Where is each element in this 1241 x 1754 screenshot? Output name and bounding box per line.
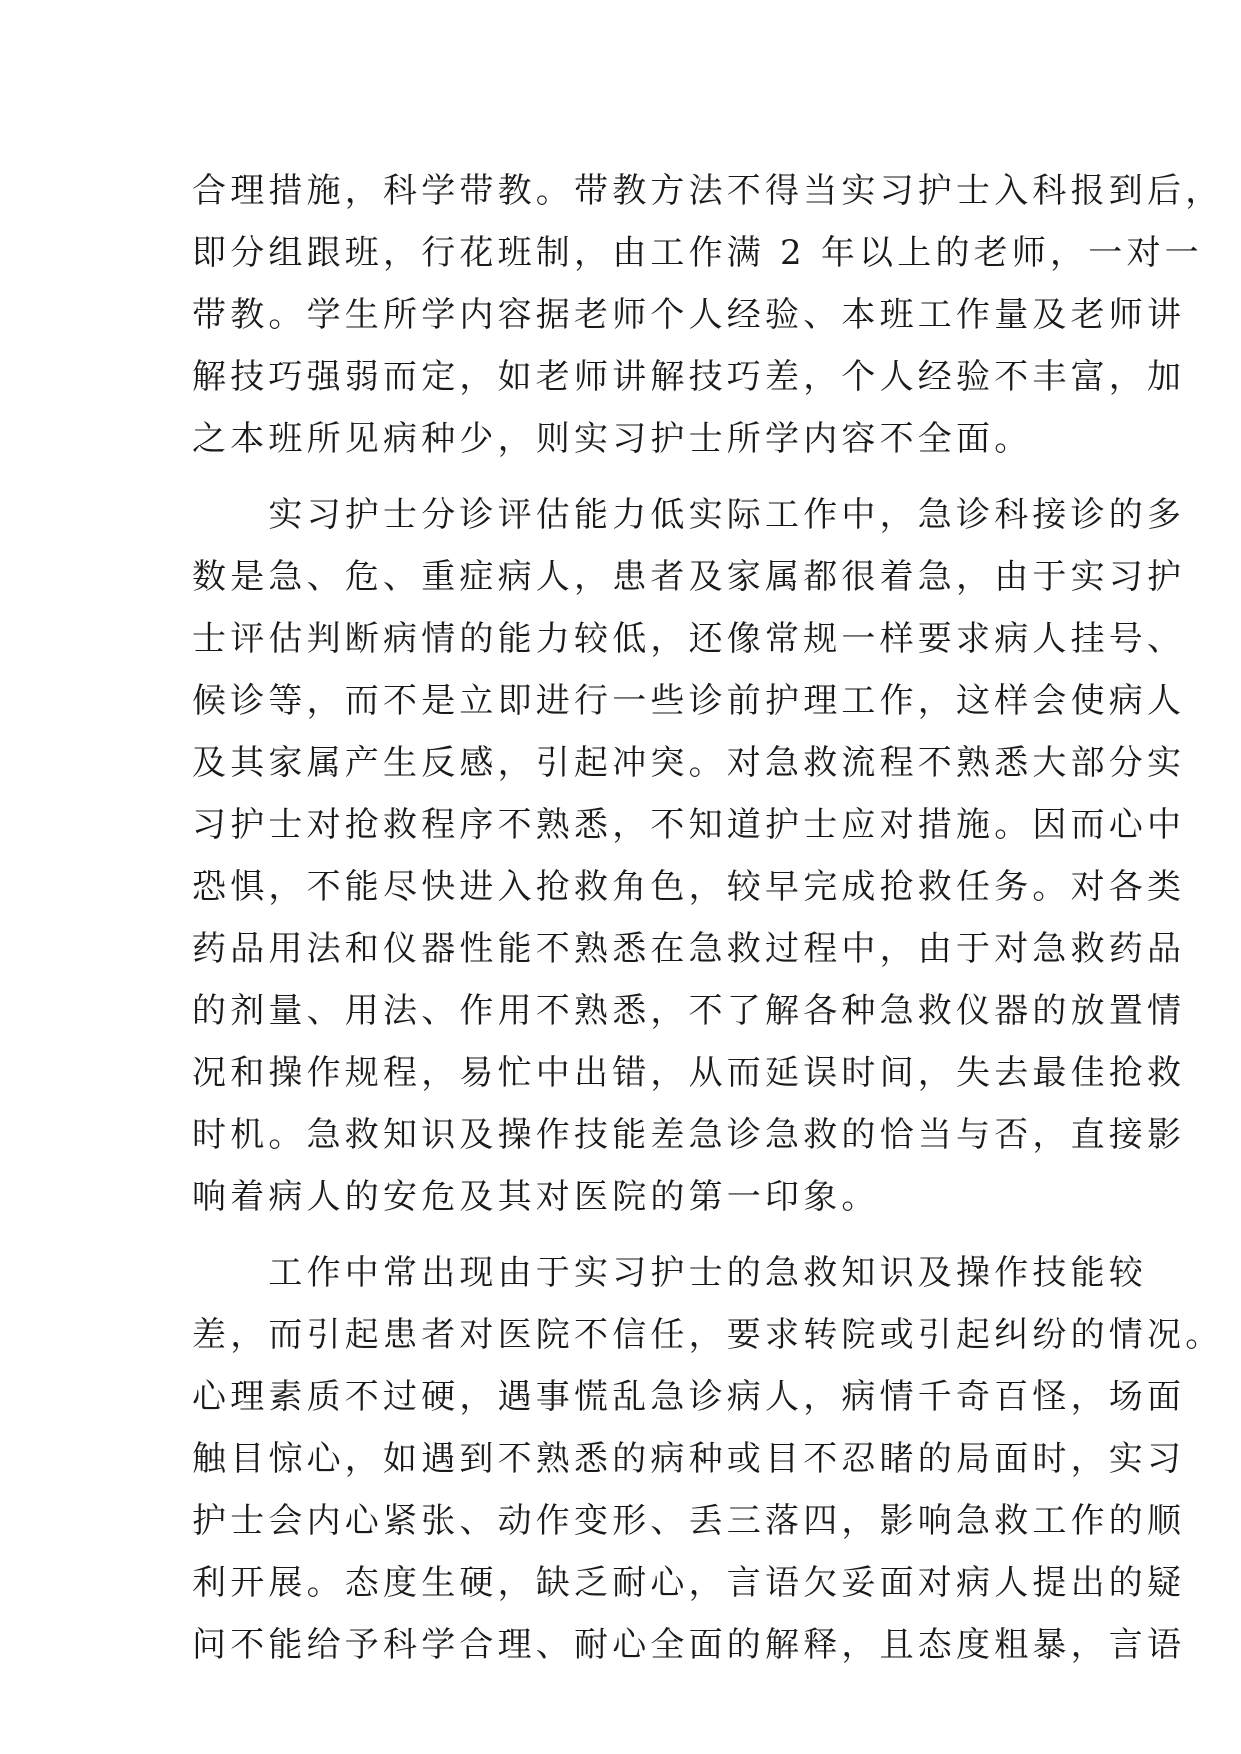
text-line: 响着病人的安危及其对医院的第一印象。: [192, 1177, 880, 1217]
text-line: 解技巧强弱而定，如老师讲解技巧差，个人经验不丰富，加: [192, 357, 1186, 397]
text-line: 况和操作规程，易忙中出错，从而延误时间，失去最佳抢救: [192, 1053, 1186, 1093]
text-line: 护士会内心紧张、动作变形、丢三落四，影响急救工作的顺: [192, 1501, 1186, 1541]
document-body: [192, 160, 1224, 1676]
text-line: 合理措施，科学带教。带教方法不得当实习护士入科报到后，: [192, 171, 1224, 211]
text-line: 时机。急救知识及操作技能差急诊急救的恰当与否，直接影: [192, 1115, 1186, 1155]
text-line: 带教。学生所学内容据老师个人经验、本班工作量及老师讲: [192, 295, 1186, 335]
text-line: 利开展。态度生硬，缺乏耐心，言语欠妥面对病人提出的疑: [192, 1563, 1186, 1603]
text-line: 恐惧，不能尽快进入抢救角色，较早完成抢救任务。对各类: [192, 867, 1186, 907]
paragraph-spacer: [192, 470, 1072, 484]
text-line: 候诊等，而不是立即进行一些诊前护理工作，这样会使病人: [192, 681, 1186, 721]
text-line: 即分组跟班，行花班制，由工作满 2 年以上的老师，一对一: [192, 233, 1203, 273]
paragraph-1: [192, 160, 1224, 470]
text-line: 问不能给予科学合理、耐心全面的解释，且态度粗暴，言语: [192, 1625, 1186, 1665]
paragraph-3: [192, 1242, 1224, 1676]
text-line: 药品用法和仪器性能不熟悉在急救过程中，由于对急救药品: [192, 929, 1186, 969]
text-line: 之本班所见病种少，则实习护士所学内容不全面。: [192, 419, 1033, 459]
paragraph-spacer: [192, 1228, 1072, 1242]
text-line: 差，而引起患者对医院不信任，要求转院或引起纠纷的情况。: [192, 1315, 1224, 1355]
text-line: 习护士对抢救程序不熟悉，不知道护士应对措施。因而心中: [192, 805, 1186, 845]
text-line: 触目惊心，如遇到不熟悉的病种或目不忍睹的局面时，实习: [192, 1439, 1186, 1479]
text-line: 的剂量、用法、作用不熟悉，不了解各种急救仪器的放置情: [192, 991, 1186, 1031]
text-line: 心理素质不过硬，遇事慌乱急诊病人，病情千奇百怪，场面: [192, 1377, 1186, 1417]
text-line: 实习护士分诊评估能力低实际工作中，急诊科接诊的多: [192, 495, 1186, 535]
text-line: 士评估判断病情的能力较低，还像常规一样要求病人挂号、: [192, 619, 1186, 659]
paragraph-2: [192, 484, 1186, 1228]
text-line: 工作中常出现由于实习护士的急救知识及操作技能较: [192, 1253, 1147, 1293]
text-line: 数是急、危、重症病人，患者及家属都很着急，由于实习护: [192, 557, 1186, 597]
text-line: 及其家属产生反感，引起冲突。对急救流程不熟悉大部分实: [192, 743, 1186, 783]
